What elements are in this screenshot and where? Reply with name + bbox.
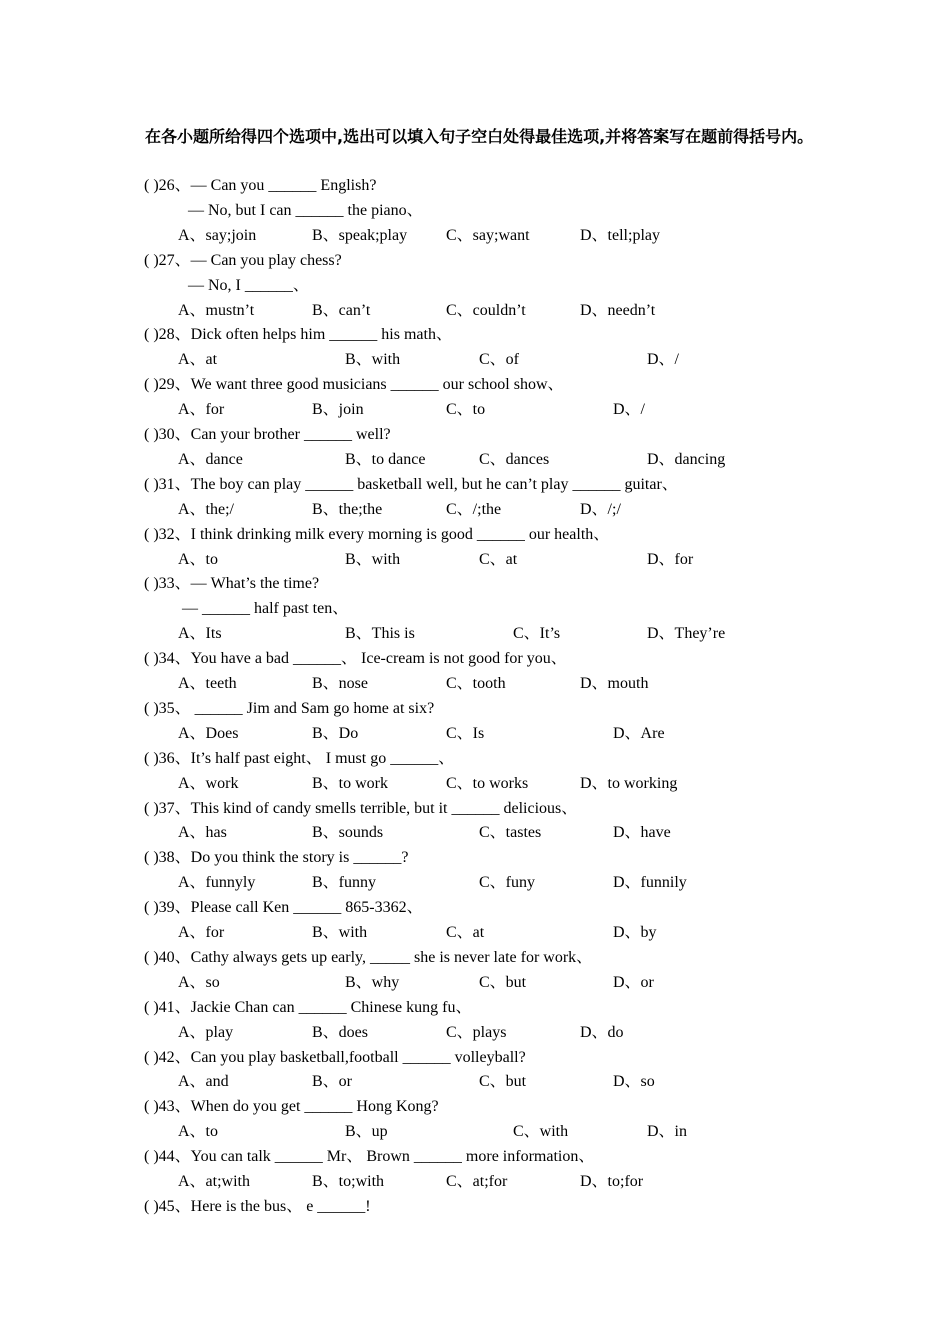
answer-option: A、so	[178, 974, 220, 991]
answer-option: B、with	[345, 351, 401, 368]
answer-option: C、dances	[479, 451, 550, 468]
question-stem: ( )31、The boy can play ______ basketball well, but he can’t play ______ guitar、	[144, 476, 678, 493]
question-stem: ( )32、I think drinking milk every morning is good ______ our health、	[144, 526, 610, 543]
answer-option: B、sounds	[312, 824, 384, 841]
answer-option: D、/	[613, 401, 646, 418]
question-stem: ( )39、Please call Ken ______ 865-3362、	[144, 899, 423, 916]
answer-option: B、up	[345, 1123, 388, 1140]
question-stem: ( )28、Dick often helps him ______ his math、	[144, 326, 452, 343]
answer-option: D、/;/	[580, 501, 621, 518]
answer-option: B、the;the	[312, 501, 383, 518]
answer-option: C、plays	[446, 1024, 507, 1041]
answer-option: C、/;the	[446, 501, 502, 518]
answer-option: D、do	[580, 1024, 624, 1041]
answer-option: C、but	[479, 1073, 527, 1090]
dialogue-line: — No, but I can ______ the piano、	[188, 202, 423, 219]
answer-option: C、to	[446, 401, 486, 418]
answer-option: A、has	[178, 824, 227, 841]
answer-option: D、in	[647, 1123, 688, 1140]
answer-option: A、Its	[178, 625, 222, 642]
answer-option: A、at	[178, 351, 218, 368]
dialogue-line: — ______ half past ten、	[182, 600, 349, 617]
answer-option: A、the;/	[178, 501, 234, 518]
question-stem: ( )45、Here is the bus、 e ______!	[144, 1198, 371, 1215]
answer-option: D、Are	[613, 725, 665, 742]
answer-option: D、needn’t	[580, 302, 656, 319]
answer-option: A、dance	[178, 451, 243, 468]
answer-option: A、for	[178, 924, 225, 941]
answer-option: B、or	[312, 1073, 353, 1090]
answer-option: D、/	[647, 351, 680, 368]
answer-option: A、say;join	[178, 227, 257, 244]
answer-option: A、to	[178, 551, 219, 568]
answer-option: B、to;with	[312, 1173, 385, 1190]
answer-option: C、of	[479, 351, 520, 368]
answer-option: C、say;want	[446, 227, 530, 244]
answer-option: D、to;for	[580, 1173, 644, 1190]
question-stem: ( )36、It’s half past eight、 I must go ______、	[144, 750, 455, 767]
answer-option: D、mouth	[580, 675, 649, 692]
answer-option: D、dancing	[647, 451, 726, 468]
question-stem: ( )30、Can your brother ______ well?	[144, 426, 391, 443]
answer-option: B、with	[345, 551, 401, 568]
question-stem: ( )33、— What’s the time?	[144, 575, 320, 592]
question-stem: ( )37、This kind of candy smells terrible, but it ______ delicious、	[144, 800, 578, 817]
answer-option: B、Do	[312, 725, 359, 742]
answer-option: C、tastes	[479, 824, 542, 841]
answer-option: A、work	[178, 775, 239, 792]
answer-option: D、so	[613, 1073, 655, 1090]
answer-option: C、Is	[446, 725, 485, 742]
answer-option: C、couldn’t	[446, 302, 526, 319]
question-stem: ( )26、— Can you ______ English?	[144, 177, 377, 194]
answer-option: A、and	[178, 1073, 229, 1090]
answer-option: C、with	[513, 1123, 569, 1140]
answer-option: B、can’t	[312, 302, 371, 319]
answer-option: B、join	[312, 401, 364, 418]
answer-option: C、at;for	[446, 1173, 508, 1190]
answer-option: C、tooth	[446, 675, 506, 692]
answer-option: B、funny	[312, 874, 377, 891]
answer-option: B、This is	[345, 625, 415, 642]
question-stem: ( )42、Can you play basketball,football ______ volleyball?	[144, 1049, 526, 1066]
answer-option: B、does	[312, 1024, 369, 1041]
question-stem: ( )34、You have a bad ______、 Ice-cream is not good for you、	[144, 650, 567, 667]
answer-option: C、to works	[446, 775, 529, 792]
question-stem: ( )29、We want three good musicians ______ our school show、	[144, 376, 564, 393]
question-stem: ( )44、You can talk ______ Mr、 Brown ______ more information、	[144, 1148, 595, 1165]
answer-option: D、They’re	[647, 625, 726, 642]
answer-option: D、for	[647, 551, 694, 568]
answer-option: D、to working	[580, 775, 678, 792]
answer-option: A、at;with	[178, 1173, 250, 1190]
answer-option: B、speak;play	[312, 227, 408, 244]
answer-option: A、Does	[178, 725, 239, 742]
answer-option: B、to work	[312, 775, 389, 792]
question-stem: ( )38、Do you think the story is ______?	[144, 849, 409, 866]
answer-option: D、funnily	[613, 874, 687, 891]
instructions: 在各小题所给得四个选项中,选出可以填入句子空白处得最佳选项,并将答案写在题前得括号内。	[145, 127, 814, 146]
answer-option: A、funnyly	[178, 874, 256, 891]
answer-option: A、for	[178, 401, 225, 418]
answer-option: C、but	[479, 974, 527, 991]
answer-option: B、to dance	[345, 451, 426, 468]
answer-option: C、It’s	[513, 625, 561, 642]
answer-option: A、to	[178, 1123, 219, 1140]
question-stem: ( )40、Cathy always gets up early, _____ she is never late for work、	[144, 949, 593, 966]
answer-option: A、teeth	[178, 675, 237, 692]
answer-option: D、have	[613, 824, 671, 841]
answer-option: D、tell;play	[580, 227, 660, 244]
answer-option: B、why	[345, 974, 400, 991]
dialogue-line: — No, I ______、	[188, 277, 309, 294]
answer-option: C、at	[446, 924, 485, 941]
answer-option: B、nose	[312, 675, 369, 692]
answer-option: D、or	[613, 974, 654, 991]
answer-option: C、funy	[479, 874, 536, 891]
answer-option: B、with	[312, 924, 368, 941]
answer-option: A、play	[178, 1024, 234, 1041]
question-stem: ( )41、Jackie Chan can ______ Chinese kung fu、	[144, 999, 472, 1016]
question-stem: ( )35、 ______ Jim and Sam go home at six?	[144, 700, 435, 717]
answer-option: A、mustn’t	[178, 302, 255, 319]
answer-option: D、by	[613, 924, 657, 941]
question-stem: ( )43、When do you get ______ Hong Kong?	[144, 1098, 439, 1115]
answer-option: C、at	[479, 551, 518, 568]
question-stem: ( )27、— Can you play chess?	[144, 252, 342, 269]
